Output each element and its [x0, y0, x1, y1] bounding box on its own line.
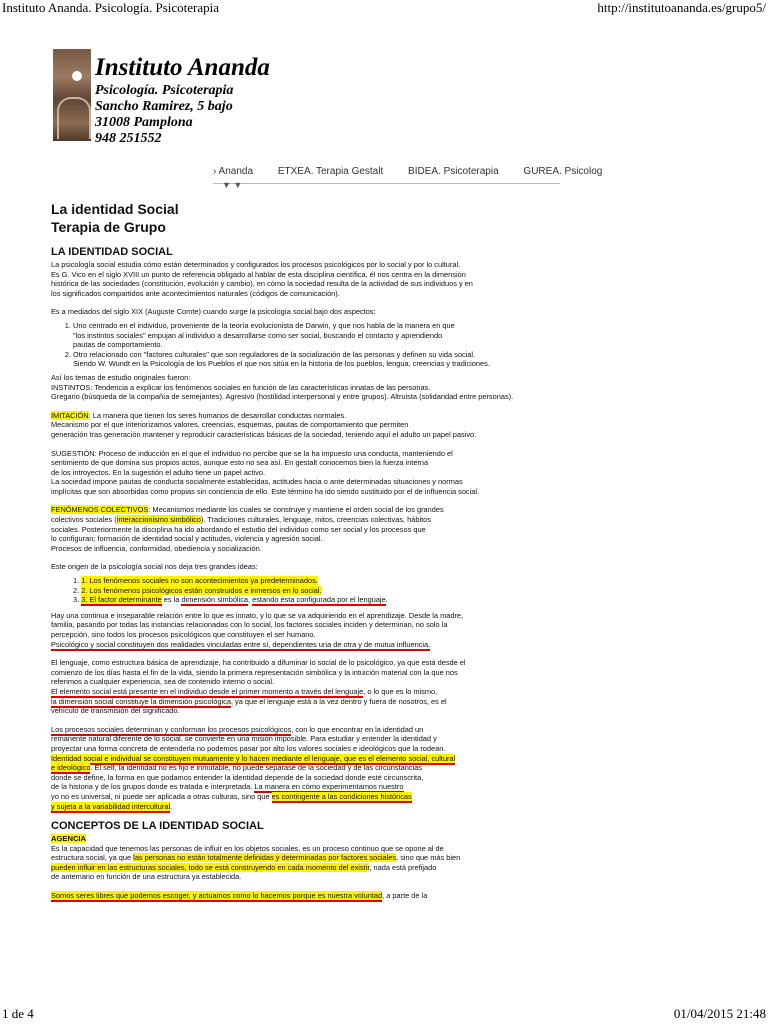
brand-line: 31008 Pamplona [95, 115, 193, 130]
brand-block [95, 53, 270, 147]
text-line: comienzo de los días hasta el fin de la vida, siendo la primera representación simbólica y la intuición material con la que nos [51, 667, 458, 677]
list-item: 1. 1. Los fenómenos sociales no son acontecimientos ya predeterminados. [73, 576, 318, 586]
article-title-line: Terapia de Grupo [51, 219, 166, 235]
print-footer [0, 1006, 768, 1024]
underlined-text: estando ésta configurada por el lenguaje [252, 595, 386, 605]
text-line: , nada está prefijado [369, 862, 437, 872]
section-heading: CONCEPTOS DE LA IDENTIDAD SOCIAL [51, 820, 264, 833]
text-line: . [170, 801, 173, 811]
highlighted-text: 3. El factor determinante [81, 595, 162, 605]
brand-name[interactable]: Instituto Ananda [95, 54, 270, 81]
text-line: Mecanismo por el que interiorizamos valores, creencias, esquemas, pautas de comportamiento que permiten [51, 420, 409, 430]
text-line: , con lo que encontrar en la identidad un [291, 724, 424, 734]
nav-item-gurea[interactable]: GUREA. Psicolog [523, 166, 603, 177]
underlined-text: El elemento social está presente en el individuo desde el primer momento a través del lenguaje [51, 686, 364, 696]
text-line: de los introyectos. En la sugestión el adulto tiene un papel activo. [51, 467, 266, 477]
text-line: . El self, la identidad no es fijo e inmutable, no puede separase de la sociedad y de las circunstancias [90, 763, 423, 773]
text-line: percepción, sino todos los procesos psicológicos que constituyen el ser humano. [51, 630, 316, 639]
text-line: de la historia y de los grupos donde es tratada e interpretada. [51, 782, 255, 792]
subsection-heading [51, 834, 716, 844]
text-line: referimos a cualquier experiencia, sea de contenido interno o social. [51, 677, 275, 687]
article-title-line: La identidad Social [51, 201, 179, 217]
text-line: remanente natural diferente de lo social, se convierte en una misión imposible. Para estudiar y entender la identidad y [51, 734, 437, 744]
main-nav [213, 166, 603, 182]
highlighted-term: FENÓMENOS COLECTIVOS [51, 505, 149, 515]
text-line: , ya que el lenguaje está a la vez dentro y fuera de nosotros, es el [230, 696, 447, 706]
header-photo [53, 49, 91, 141]
brand-line: Sancho Ramirez, 5 bajo [95, 99, 233, 114]
text-line: La psicología social estudia cómo están determinados y configurados los procesos psicológicos por lo social y por lo cultural. [51, 260, 461, 269]
paragraph [51, 505, 716, 553]
paragraph: Es a mediados del siglo XIX (Auguste Comte) cuando surge la psicología social bajo dos aspectos: [51, 307, 376, 317]
text-line: , o lo que es lo mismo, [363, 686, 438, 696]
highlighted-text: es contingente a las condiciones históricas [271, 791, 412, 801]
text-line: donde se define, la forma en que podamos entender la identidad depende de la sociedad donde esté circunscrita, [51, 772, 424, 782]
print-header-url[interactable]: http://institutoananda.es/grupo5/ [597, 0, 766, 15]
text-line: El lenguaje, como estructura básica de aprendizaje, ha contribuido a difuminar lo social de lo psicológico, ya que está desde el [51, 658, 466, 668]
paragraph [51, 844, 716, 882]
text-line: Procesos de influencia, conformidad, obediencia y socialización. [51, 543, 262, 553]
paragraph [51, 658, 716, 716]
paragraph [51, 411, 716, 440]
text-line: implícitas que son absorbidas como propias sin conciencia de ello. Este término ha ido siendo sustituido por el de influencia social. [51, 486, 480, 496]
article-title [51, 200, 716, 236]
text-line: familia, pasando por todas las instancias relacionadas con lo social, los factores sociales inciden y determinan, no solo la [51, 620, 448, 630]
highlighted-term: AGENCIA [51, 834, 87, 844]
text-line: , [248, 595, 253, 605]
aspects-list [51, 321, 716, 369]
list-item: 3. 3. El factor determinante es la dimensión simbólica, estando ésta configurada por el lenguaje. [73, 595, 388, 605]
highlighted-text: e ideológico [51, 763, 91, 773]
moon-shape [72, 71, 82, 81]
brand-line: Psicología. Psicoterapia [95, 83, 234, 98]
text-line: Gregario (búsqueda de la compañía de semejantes). Agresivo (hostilidad interpersonal y entre grupos). Altruista (solidaridad entre personas). [51, 392, 514, 402]
highlighted-text: las personas no están totalmente definidas y determinadas por factores sociales [133, 853, 397, 863]
text-line: ). Tradiciones culturales, lenguaje, mitos, creencias colectivas, hábitos [200, 515, 431, 525]
paragraph [51, 725, 716, 811]
text-line: : Mecanismos mediante los cuales se construye y mantiene el orden social de los grandes [148, 505, 444, 515]
text-line: es la [161, 595, 182, 605]
nav-item-ananda[interactable]: › Ananda [213, 166, 254, 177]
paragraph [51, 611, 716, 649]
brand-line: 948 251552 [95, 131, 162, 146]
text-line: colectivos sociales ( [51, 515, 117, 525]
text-line: Hay una continua e inseparable relación entre lo que es innato, y lo que se va adquiriendo en el aprendizaje. Desde la madre, [51, 610, 464, 620]
text-line: , a parte de la [382, 891, 428, 901]
highlighted-text: 2. Los fenómenos psicológicos están construidos e inmersos en lo social. [81, 585, 322, 595]
text-line: Otro relacionado con "factores culturales" que son reguladores de la socialización de las personas y definen su vida social. [73, 349, 476, 359]
list-item [73, 321, 716, 350]
underlined-text: Psicológico y social constituyen dos realidades vinculadas entre sí, dependientes una de otra y de mutua influencia. [51, 639, 431, 649]
text-line: Es la capacidad que tenemos las personas de influir en los objetos sociales, es un proceso continuo que se opone al de [51, 843, 444, 853]
nav-divider [213, 183, 560, 184]
highlighted-term: interaccionismo simbólico [116, 515, 201, 525]
highlighted-text: pueden influir en las estructuras sociales, todo se está construyendo en cada momento del existir [51, 862, 370, 872]
text-line: Así los temas de estudio originales fueron: [51, 372, 191, 382]
text-line: . [385, 595, 388, 605]
highlighted-text: lenguaje, que es el elemento social, cultural [311, 753, 456, 763]
text-line: Uno centrado en el individuo, proveniente de la teoría evolucionista de Darwin, y que nos habla de la manera en que [73, 320, 455, 330]
highlighted-term: IMITACIÓN [51, 410, 89, 420]
paragraph: Este origen de la psicología social nos deja tres grandes ideas: [51, 562, 258, 572]
text-line: los significados compartidos ante acontecimientos naturales (códigos de comunicación). [51, 288, 340, 298]
text-line: sentimiento de que domina sus propios actos, aunque esto no sea así. En gestalt conocemos bien la fuerza interna [51, 458, 429, 468]
paragraph [51, 260, 716, 298]
paragraph [51, 449, 716, 497]
text-line: "los instintos sociales" empujan al individuo a desarrollarse como ser social, buscando el contacto y aprendiendo [73, 330, 443, 340]
highlighted-text: Identidad social e individual se constituyen mutuamente y lo hacen mediante el [51, 753, 312, 763]
highlighted-text: Somos seres libres que podemos escoger, y actuamos como lo hacemos porque es nuestra voluntad [51, 891, 383, 901]
nav-arrow-icons: ▼ ▼ [222, 180, 243, 190]
text-line: lo configuran; formación de identidad social y actitudes, violencia y agresión social. [51, 534, 323, 544]
text-line: vehículo de transmisión del significado. [51, 706, 180, 716]
text-line: , sino que más bien [396, 853, 461, 863]
list-item: 2. 2. Los fenómenos psicológicos están construidos e inmersos en lo social. [73, 585, 322, 595]
nav-item-etxea[interactable]: ETXEA. Terapia Gestalt [277, 166, 384, 177]
paragraph [51, 891, 716, 901]
text-line: INSTINTOS: Tendencia a explicar los fenómenos sociales en función de las características innatas de las personas. [51, 382, 431, 392]
article [51, 200, 716, 910]
text-line: estructura social, ya que [51, 853, 134, 863]
underlined-text: La manera en cómo experimentamos nuestro [254, 782, 404, 792]
print-datetime: 01/04/2015 21:48 [673, 1006, 766, 1021]
text-line: Es G. Vico en el siglo XVIII un punto de referencia obligado al hablar de esta disciplina científica, él nos centra en la dimensión [51, 269, 466, 279]
nav-item-bidea[interactable]: BIDEA. Psicoterapia [408, 166, 499, 177]
print-header [0, 0, 768, 16]
text-line: Siendo W. Wundt en la Psicología de los Pueblos el que nos sitúa en la historia de los pueblos, lengua, creencias y tradiciones. [73, 359, 490, 369]
text-line: generación tras generación mantener y reproducir características básicas de la sociedad, teniendo aquí el adulto un papel pasivo. [51, 429, 477, 439]
section-heading: LA IDENTIDAD SOCIAL [51, 246, 173, 258]
highlighted-text: 1. Los fenómenos sociales no son acontecimientos ya predeterminados. [81, 576, 318, 586]
page-number: 1 de 4 [2, 1006, 34, 1021]
print-header-title: Instituto Ananda. Psicología. Psicoterapia [2, 0, 219, 15]
text-line: : La manera que tienen los seres humanos de desarrollar conductas normales. [88, 410, 347, 420]
text-line: sociales. Posteriormente la disciplina ha ido abordando el estudio del individuo como ser social y los procesos que [51, 524, 426, 534]
ideas-list [51, 576, 716, 605]
text-line: pautas de comportamiento. [73, 340, 163, 350]
text-line: SUGESTIÓN: Proceso de inducción en el que el individuo no percibe que se la ha impuesto una conducta, manteniendo el [51, 448, 453, 458]
text-line: histórica de las sociedades (constitución, evolución y cambio), en cómo la sociedad resulta de la actividad de sus individuos y en [51, 279, 473, 289]
text-line: La sociedad impone pautas de conducta socialmente establecidas, actitudes hacia o ante determinadas situaciones y normas [51, 477, 463, 487]
list-item [73, 350, 716, 369]
paragraph [51, 373, 716, 402]
text-line: yo no es universal, ni puede ser aplicada a otras culturas, sino que [51, 791, 272, 801]
arch-shape [57, 97, 91, 139]
underlined-text: Los procesos sociales determinan y conforman los procesos psicológicos [51, 724, 292, 734]
underlined-text: dimensión simbólica [181, 595, 249, 605]
underlined-text: la dimensión social constituye la dimensión psicológica [51, 696, 231, 706]
text-line: proyectar una forma concreta de entenderla no podemos pasar por alto los valores sociales e ideológicos que la rodean. [51, 743, 446, 753]
highlighted-text: y sujeta a la variabilidad intercultural [51, 801, 171, 811]
text-line: de antemano en función de una estructura ya establecida. [51, 872, 242, 882]
